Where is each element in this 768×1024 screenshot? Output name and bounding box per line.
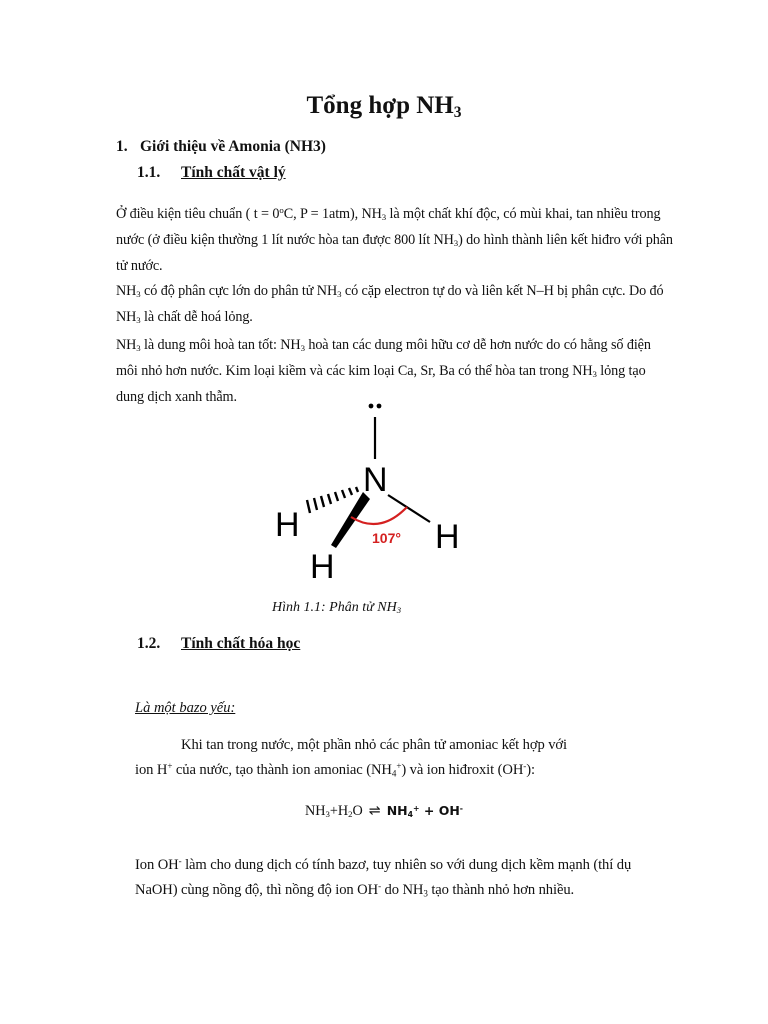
figure-caption: Hình 1.1: Phân tử $NH_3$ (272, 600, 402, 616)
section-number: 1.1. (137, 164, 161, 181)
lone-pair-dot (369, 404, 374, 409)
section-1-heading (116, 138, 326, 156)
section-number: 1. (116, 138, 128, 155)
atom-nitrogen: N (363, 461, 388, 499)
ammonia-molecule-diagram (270, 395, 500, 590)
atom-hydrogen-bottom: H (310, 548, 335, 586)
section-title: Giới thiệu về Amonia (NH3) (140, 138, 326, 155)
atom-hydrogen-right: H (435, 518, 460, 556)
page-title: Tổng hợp $NH_3$ (306, 92, 462, 121)
equilibrium-arrow: ⇌ (368, 803, 381, 819)
paragraph-physical-1: Ở điều kiện tiêu chuẩn ( $t = 0^oC$, P = 1atm), $NH_3$ là một chất khí độc, có mùi khai, tan nhiều trong nước (ở điều kiện thường 1 lít nước hòa tan được 800 lít $NH_3$) do hình thành liên kết hiđro với phân tử nước. (116, 205, 673, 275)
subheading-weak-base: Là một bazo yếu: (135, 700, 236, 716)
paragraph-chemical-2: Ion OH- làm cho dung dịch có tính bazơ, tuy nhiên so với dung dịch kềm mạnh (thí dụ NaOH) cùng nồng độ, thì nồng độ ion OH- do $NH_3$ tạo thành nhỏ hơn nhiều. (135, 856, 632, 898)
paragraph-physical-3: $NH_3$ là dung môi hoà tan tốt: $NH_3$ hoà tan các dung môi hữu cơ dễ hơn nước do có hằng số điện môi nhỏ hơn nước. Kim loại kiềm và các kim loại Ca, Sr, Ba có thể hòa tan trong $NH_3$ lỏng tạo dung dịch xanh thẫm. (116, 337, 651, 406)
bond-angle-label: 107° (372, 530, 401, 546)
section-1-1-heading (137, 164, 286, 182)
section-title: Tính chất vật lý (181, 164, 286, 181)
section-title: Tính chất hóa học (181, 635, 301, 652)
paragraph-physical-2: $NH_3$ có độ phân cực lớn do phân tử $NH_3$ có cặp electron tự do và liên kết N–H bị phân cực. Do đó $NH_3$ là chất dễ hoá lỏng. (116, 283, 664, 326)
section-1-2-heading (137, 635, 300, 653)
section-number: 1.2. (137, 635, 161, 652)
chemical-equation: $NH_3+H_2O$ ⇌ $NH_4^+ + OH^-$ (304, 803, 464, 820)
paragraph-chemical-1: Khi tan trong nước, một phần nhỏ các phân tử amoniac kết hợp với ion H+ của nước, tạo thành ion amoniac $(NH_4^+)$ và ion hiđroxit (OH-): (135, 737, 567, 778)
lone-pair-dot (377, 404, 382, 409)
hashed-bond-left (307, 487, 358, 513)
atom-hydrogen-left: H (275, 506, 300, 544)
